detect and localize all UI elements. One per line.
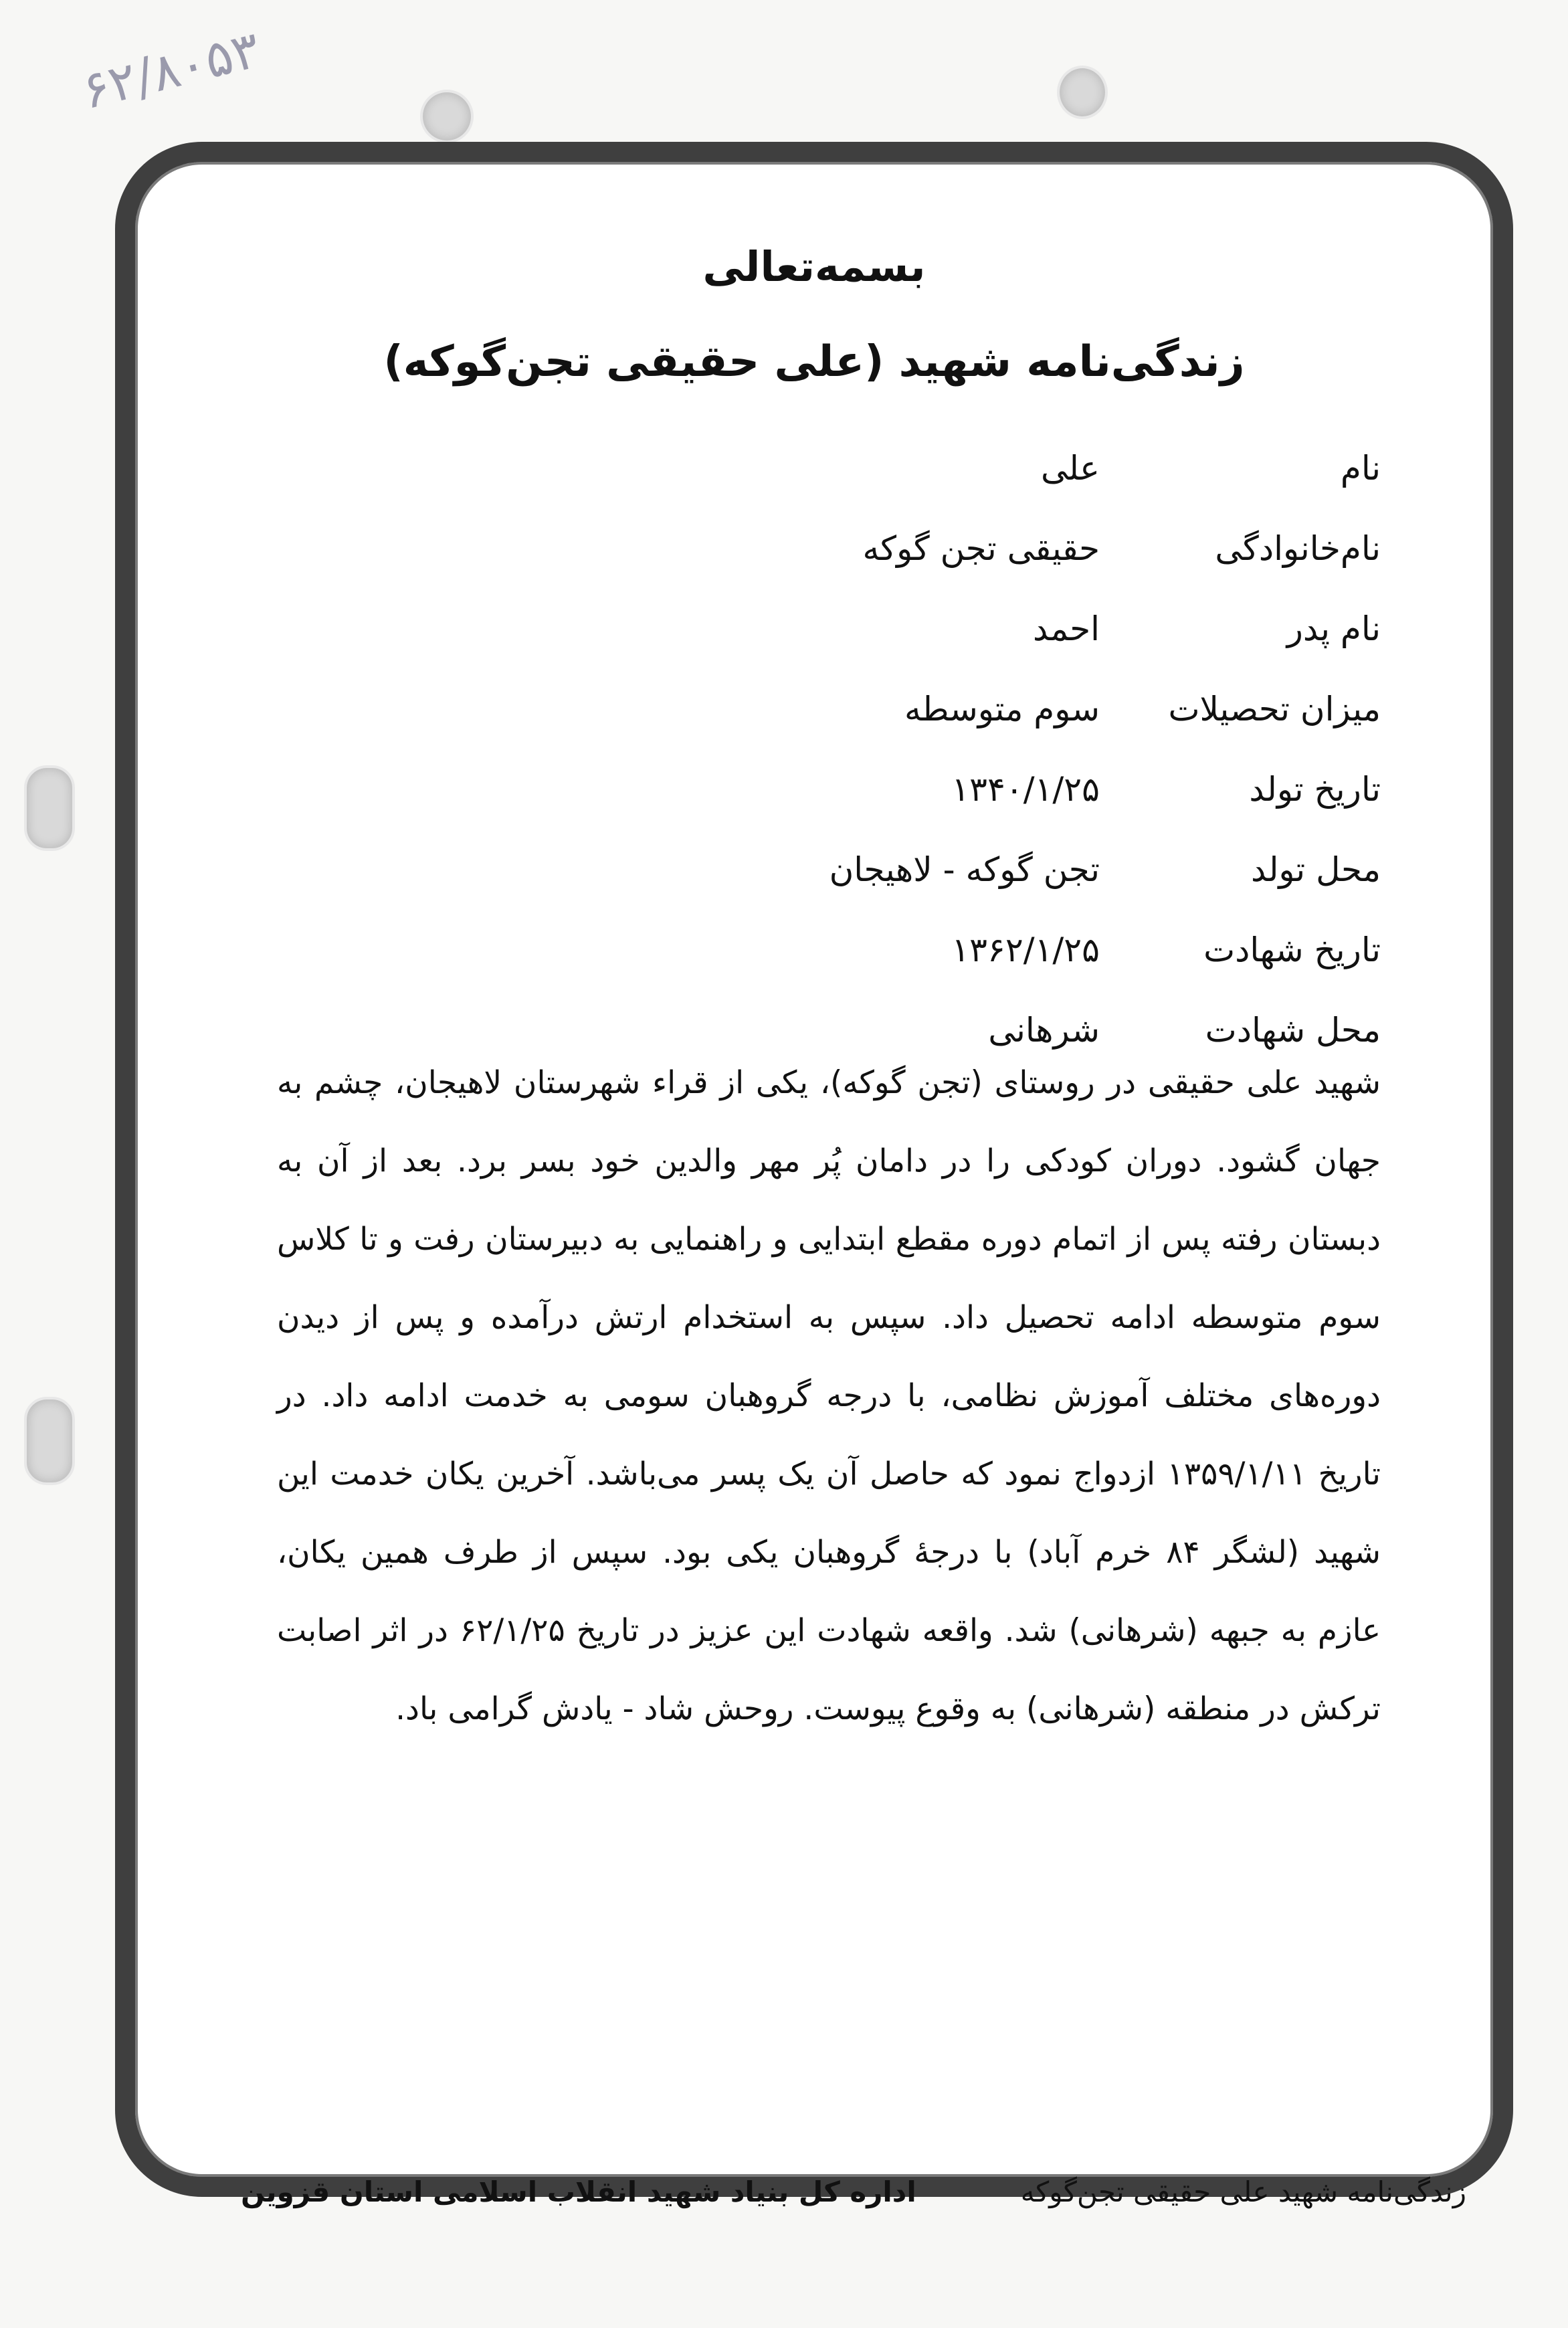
info-row-family-name [578, 508, 1381, 589]
document-frame [115, 142, 1513, 2197]
info-value: احمد [1033, 609, 1100, 648]
info-row-father-name [578, 589, 1381, 669]
punch-hole [24, 1397, 75, 1485]
punch-hole [420, 90, 474, 143]
info-row-name [578, 428, 1381, 508]
info-label: میزان تحصیلات [1168, 690, 1381, 729]
info-value: تجن گوکه - لاهیجان [829, 850, 1100, 889]
punch-hole [24, 765, 75, 851]
info-label: محل شهادت [1205, 1011, 1381, 1050]
page-title: زندگی‌نامه شهید (علی حقیقی تجن‌گوکه) [383, 337, 1245, 387]
info-value: ۱۳۴۰/۱/۲۵ [951, 770, 1100, 809]
info-label: تاریخ شهادت [1203, 931, 1381, 969]
info-row-birth-place [578, 830, 1381, 910]
info-value: علی [1040, 449, 1100, 488]
punch-hole [1057, 66, 1108, 119]
martyr-info-table [578, 428, 1381, 1070]
info-label: نام [1340, 449, 1381, 488]
info-label: محل تولد [1250, 850, 1381, 889]
info-value: حقیقی تجن گوکه [862, 529, 1100, 568]
info-row-birth-date [578, 749, 1381, 830]
info-row-education [578, 669, 1381, 749]
info-value: شرهانی [988, 1011, 1100, 1050]
bismillah-heading: بسمه‌تعالی [702, 242, 926, 291]
info-label: نام پدر [1286, 609, 1381, 648]
info-value: سوم متوسطه [904, 690, 1100, 729]
biography-paragraph: شهید علی حقیقی در روستای (تجن گوکه)، یکی از قراء شهرستان لاهیجان، چشم به جهان گشود. دوران کودکی را در دامان پُر مهر والدین خود بسر برد. بعد از آن به دبستان رفته پس از اتمام دوره مقطع ابتدایی و راهنمایی به دبیرستان رفت و تا کلاس سوم متوسطه ادامه تحصیل داد. سپس به استخدام ارتش درآمده و پس از دیدن دوره‌های مختلف آموزش نظامی، با درجه گروهبان سومی به خدمت ادامه داد. در تاریخ ۱۳۵۹/۱/۱۱ ازدواج نمود که حاصل آن یک پسر می‌باشد. آخرین یکان خدمت این شهید (لشگر ۸۴ خرم آباد) با درجهٔ گروهبان یکی بود. سپس از طرف همین یکان، عازم به جبهه (شرهانی) شد. واقعه شهادت این عزیز در تاریخ ۶۲/۱/۲۵ در اثر اصابت ترکش در منطقه (شرهانی) به وقوع پیوست. روحش شاد - یادش گرامی باد. [277, 1064, 1381, 1727]
info-label: نام‌خانوادگی [1215, 529, 1381, 568]
info-value: ۱۳۶۲/۱/۲۵ [951, 931, 1100, 969]
footer-organization: اداره کل بنیاد شهید انقلاب اسلامی استان قزوین [241, 2175, 916, 2208]
handwritten-file-number: ۶۲/۸۰۵۳ [76, 19, 266, 121]
info-row-martyrdom-date [578, 910, 1381, 990]
info-label: تاریخ تولد [1249, 770, 1381, 809]
footer-document-title: زندگی‌نامه شهید علی حقیقی تجن‌گوکه [1020, 2175, 1466, 2208]
